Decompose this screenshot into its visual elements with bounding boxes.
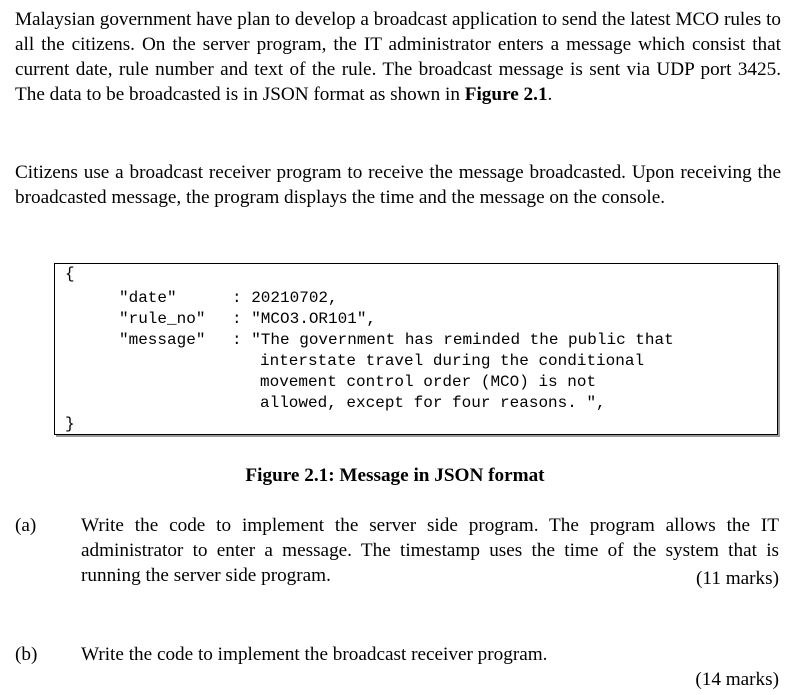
rule-key: "rule_no": [119, 310, 206, 328]
intro-paragraph-2: Citizens use a broadcast receiver program to receive the message broadcasted. Upon receiving the broadcasted message, the program displays the time and the message on the console.: [15, 162, 781, 208]
json-code-box: [54, 263, 778, 435]
question-a-text: Write the code to implement the server side program. The program allows the IT administrator to enter a message. The timestamp uses the time of the system that is running the server side program.: [81, 515, 779, 586]
question-a-label: (a): [15, 515, 37, 536]
message-value-line-1: : "The government has reminded the public that: [232, 331, 674, 349]
close-brace: }: [65, 415, 75, 433]
intro-paragraph-1-end: .: [547, 84, 553, 105]
intro-paragraph-1-text: Malaysian government have plan to develop a broadcast application to send the latest MCO rules to all the citizens. On the server program, the IT administrator enters a message which consist that current date, rule number and text of the rule. The broadcast message is sent via UDP port 3425. The data to be broadcasted is in JSON format as shown in: [15, 9, 781, 105]
question-b-label: (b): [15, 644, 38, 665]
message-value-line-4: allowed, except for four reasons. ",: [260, 394, 606, 412]
figure-reference: Figure 2.1: [464, 84, 548, 105]
date-value: : 20210702,: [232, 289, 338, 307]
message-value-line-3: movement control order (MCO) is not: [260, 373, 597, 391]
date-key: "date": [119, 289, 177, 307]
question-b-marks: (14 marks): [695, 669, 779, 690]
open-brace: {: [65, 265, 75, 283]
rule-value: : "MCO3.OR101",: [232, 310, 377, 328]
question-a-marks: (11 marks): [696, 568, 779, 589]
message-value-line-2: interstate travel during the conditional: [260, 352, 645, 370]
intro-paragraph-1: [15, 7, 781, 107]
figure-caption: Figure 2.1: Message in JSON format: [245, 465, 545, 486]
question-b-text: Write the code to implement the broadcast receiver program.: [81, 644, 548, 665]
message-key: "message": [119, 331, 206, 349]
